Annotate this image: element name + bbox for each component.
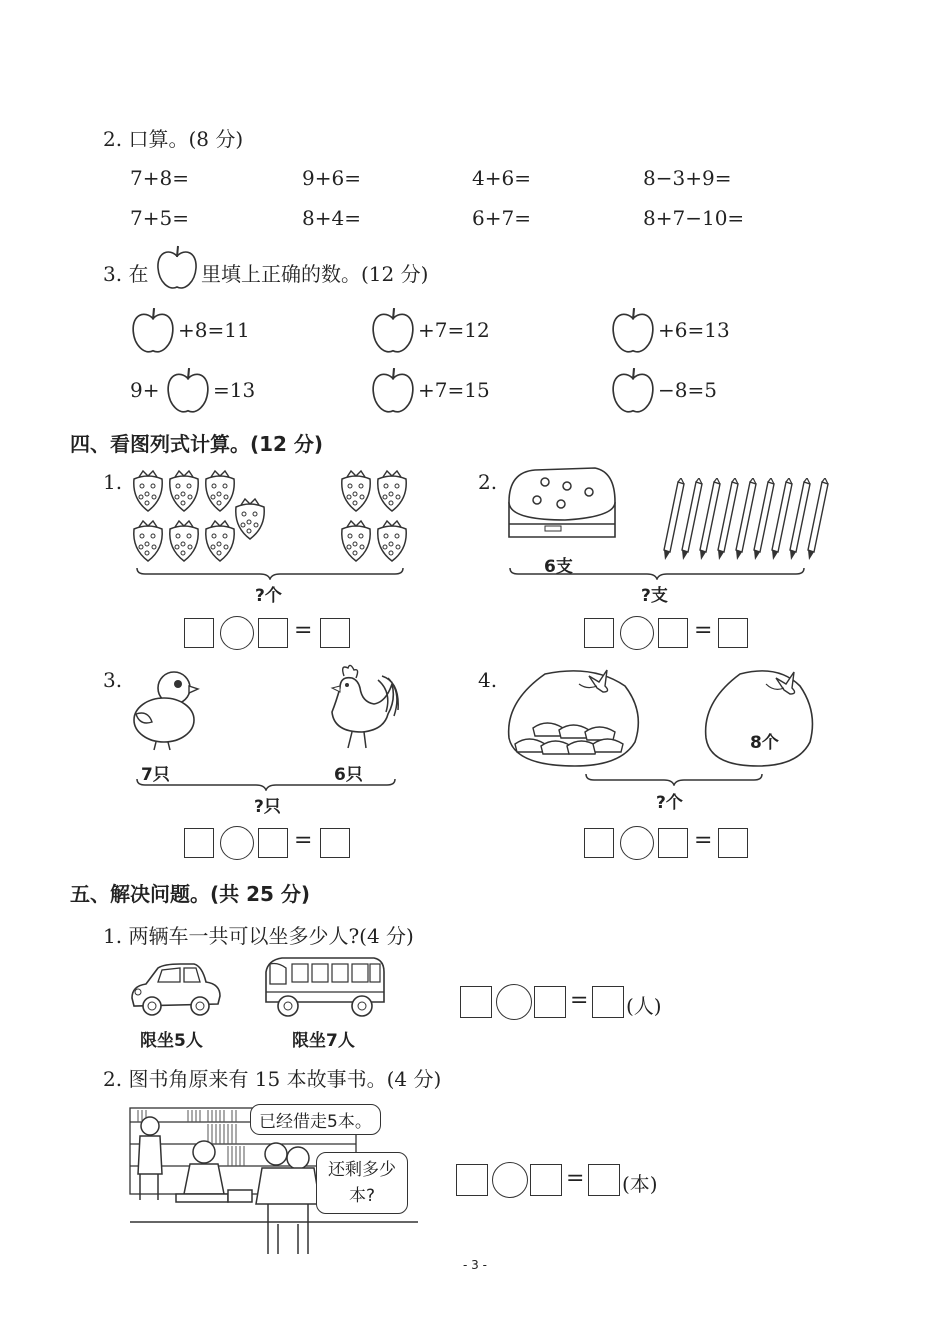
brace: [135, 566, 405, 580]
q3-number: 3.: [103, 668, 123, 692]
bus-illustration: [262, 954, 388, 1022]
rooster-illustration: [322, 662, 404, 752]
apple-fill-title-pre: 3. 在: [103, 262, 149, 286]
apple-input[interactable]: [610, 366, 656, 416]
answer-box[interactable]: [658, 618, 688, 648]
equals-sign: =: [694, 828, 713, 853]
q5-1-text: 1. 两辆车一共可以坐多少人?(4 分): [103, 924, 414, 948]
equals-sign: =: [566, 1166, 585, 1191]
q2-total-label: ?支: [641, 586, 668, 606]
q3-right-label: 6只: [334, 765, 363, 785]
car-label: 限坐5人: [140, 1031, 203, 1051]
oral-item: 8−3+9=: [643, 166, 732, 190]
q2-box-label: 6支: [544, 557, 573, 577]
brace: [584, 772, 764, 786]
equals-sign: =: [570, 988, 589, 1013]
oral-item: 4+6=: [472, 166, 531, 190]
apple-eq: +8=11: [178, 318, 250, 342]
apple-eq: +6=13: [658, 318, 730, 342]
equals-sign: =: [294, 618, 313, 643]
answer-box[interactable]: [320, 828, 350, 858]
q3-total-label: ?只: [254, 797, 281, 817]
operator-circle[interactable]: [220, 826, 254, 860]
bun-bag-illustration: [505, 662, 645, 772]
operator-circle[interactable]: [620, 826, 654, 860]
apple-eq: =13: [213, 378, 256, 402]
section5-title: 五、解决问题。(共 25 分): [70, 882, 311, 906]
apple-input[interactable]: [610, 306, 656, 356]
answer-box[interactable]: [658, 828, 688, 858]
apple-eq: +7=15: [418, 378, 490, 402]
answer-box[interactable]: [588, 1164, 620, 1196]
q5-2-text: 2. 图书角原来有 15 本故事书。(4 分): [103, 1067, 442, 1091]
answer-box[interactable]: [258, 618, 288, 648]
answer-box[interactable]: [534, 986, 566, 1018]
apple-input[interactable]: [165, 366, 211, 416]
answer-box[interactable]: [184, 618, 214, 648]
q1-total-label: ?个: [255, 586, 282, 606]
answer-box[interactable]: [718, 618, 748, 648]
speech-bubble-borrowed: 已经借走5本。: [250, 1104, 381, 1135]
unit-people: (人): [626, 994, 662, 1018]
apple-icon: [155, 244, 199, 292]
apple-eq: +7=12: [418, 318, 490, 342]
q2-number: 2.: [478, 470, 498, 494]
answer-box[interactable]: [584, 828, 614, 858]
brace: [508, 566, 806, 580]
chick-illustration: [126, 666, 202, 752]
bus-label: 限坐7人: [292, 1031, 355, 1051]
strawberries-illustration: [125, 465, 425, 575]
q1-number: 1.: [103, 470, 123, 494]
apple-fill-title-post: 里填上正确的数。(12 分): [201, 262, 429, 286]
oral-calc-title: 2. 口算。(8 分): [103, 127, 244, 151]
q3-left-label: 7只: [141, 765, 170, 785]
apple-input[interactable]: [370, 306, 416, 356]
apple-input[interactable]: [370, 366, 416, 416]
apple-eq: −8=5: [658, 378, 717, 402]
operator-circle[interactable]: [220, 616, 254, 650]
answer-box[interactable]: [584, 618, 614, 648]
bag-illustration: [700, 662, 820, 772]
equals-sign: =: [294, 828, 313, 853]
answer-box[interactable]: [320, 618, 350, 648]
q4-total-label: ?个: [656, 793, 683, 813]
answer-box[interactable]: [718, 828, 748, 858]
q4-number: 4.: [478, 668, 498, 692]
pencil-box-illustration: [505, 462, 625, 552]
car-illustration: [128, 960, 224, 1020]
brace: [135, 777, 397, 791]
speech-bubble-remaining: 还剩多少本?: [316, 1152, 408, 1214]
oral-item: 7+5=: [130, 206, 189, 230]
apple-eq-prefix: 9+: [130, 378, 160, 402]
operator-circle[interactable]: [620, 616, 654, 650]
oral-item: 9+6=: [302, 166, 361, 190]
answer-box[interactable]: [456, 1164, 488, 1196]
section4-title: 四、看图列式计算。(12 分): [70, 432, 324, 456]
oral-item: 8+4=: [302, 206, 361, 230]
operator-circle[interactable]: [492, 1162, 528, 1198]
oral-item: 7+8=: [130, 166, 189, 190]
page-number: - 3 -: [463, 1258, 487, 1272]
answer-box[interactable]: [530, 1164, 562, 1196]
answer-box[interactable]: [460, 986, 492, 1018]
answer-box[interactable]: [258, 828, 288, 858]
oral-item: 6+7=: [472, 206, 531, 230]
pencils-illustration: [660, 478, 830, 564]
operator-circle[interactable]: [496, 984, 532, 1020]
answer-box[interactable]: [592, 986, 624, 1018]
unit-books: (本): [622, 1172, 658, 1196]
apple-input[interactable]: [130, 306, 176, 356]
answer-box[interactable]: [184, 828, 214, 858]
q4-bag-label: 8个: [750, 733, 779, 753]
equals-sign: =: [694, 618, 713, 643]
oral-item: 8+7−10=: [643, 206, 745, 230]
